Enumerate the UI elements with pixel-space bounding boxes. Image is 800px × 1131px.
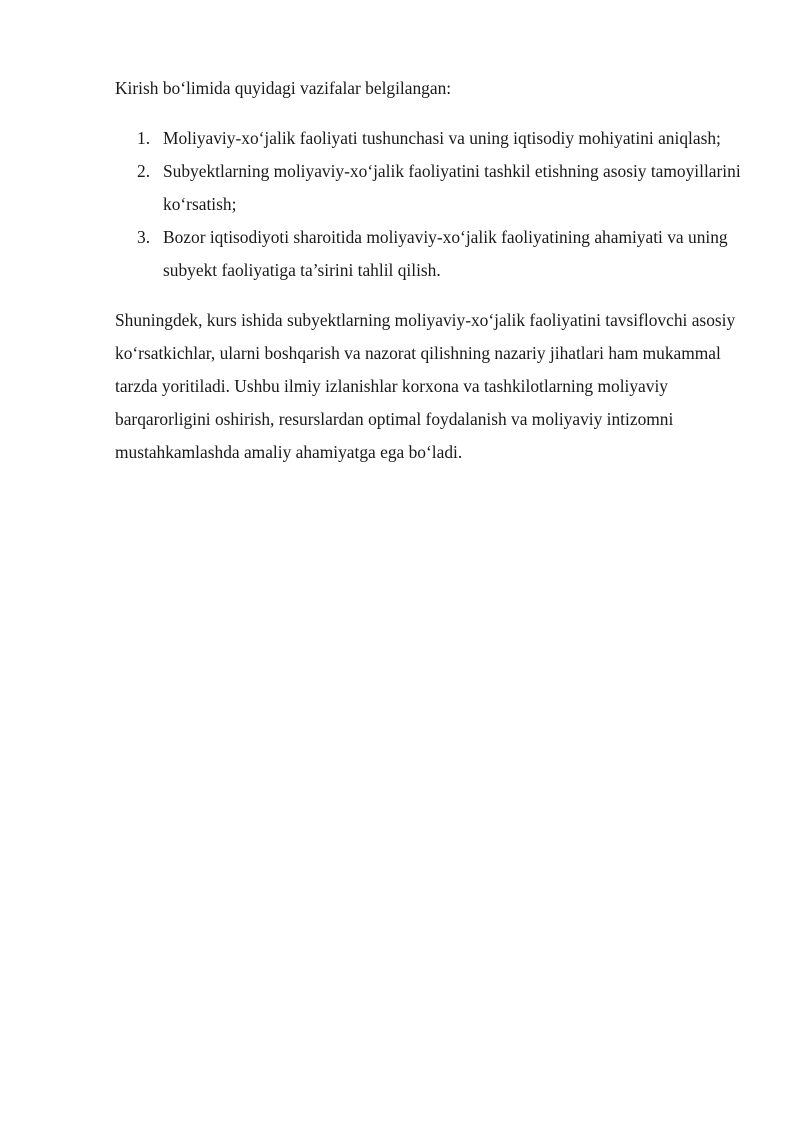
list-item-number: 1. <box>137 128 151 148</box>
document-body <box>115 72 755 469</box>
list-item <box>115 122 755 155</box>
summary-paragraph: Shuningdek, kurs ishida subyektlarning moliyaviy-xo‘jalik faoliyatini tavsiflovchi asosiy ko‘rsatkichlar, ularni boshqarish va nazorat qilishning nazariy jihatlari ham mukammal tarzda yoritiladi. Ushbu ilmiy izlanishlar korxona va tashkilotlarning moliyaviy barqarorligini oshirish, resurslardan optimal foydalanish va moliyaviy intizomni mustahkamlashda amaliy ahamiyatga ega bo‘ladi. <box>115 310 736 462</box>
intro-paragraph: Kirish bo‘limida quyidagi vazifalar belgilangan: <box>115 78 452 98</box>
list-item-text: Moliyaviy-xo‘jalik faoliyati tushunchasi va uning iqtisodiy mohiyatini aniqlash; <box>163 128 721 148</box>
list-item-text: Bozor iqtisodiyoti sharoitida moliyaviy-xo‘jalik faoliyatining ahamiyati va uning subyekt faoliyatiga ta’sirini tahlil qilish. <box>163 227 728 280</box>
list-item-text: Subyektlarning moliyaviy-xo‘jalik faoliyatini tashkil etishning asosiy tamoyillarini ko‘rsatish; <box>163 161 741 214</box>
list-item-number: 2. <box>137 161 151 181</box>
list-item-number: 3. <box>137 227 151 247</box>
task-list <box>115 122 755 287</box>
list-item <box>115 155 755 221</box>
list-item <box>115 221 755 287</box>
